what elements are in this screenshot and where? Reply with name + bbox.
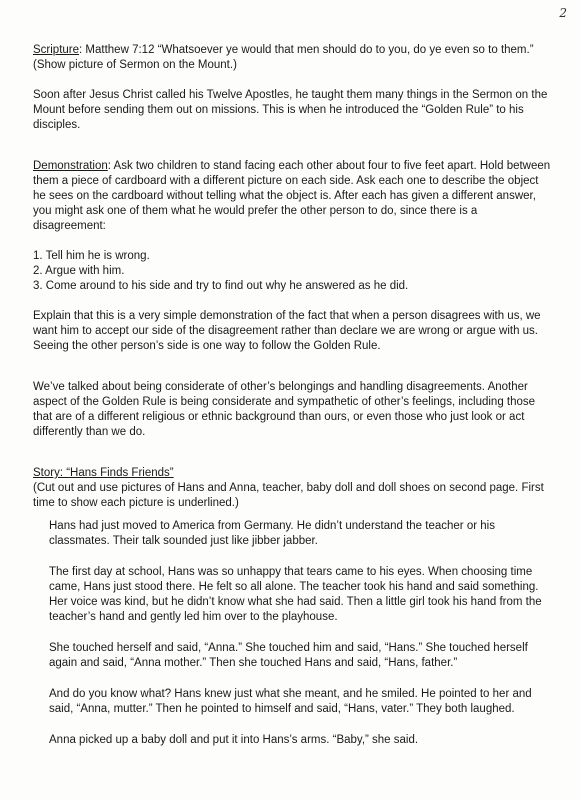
scripture-text: : Matthew 7:12 “Whatsoever ye would that men should do to you, do ye even so to them.” (Show picture of Sermon on the Mount.) xyxy=(33,44,534,71)
options-list xyxy=(33,249,553,294)
demonstration-text: : Ask two children to stand facing each other about four to five feet apart. Hold between them a piece of cardboard with a different picture on each side. Ask each one to describe the object he sees on the cardboard without telling what the object is. After each has given a different answer, you might ask one of them what he would prefer the other person to do, since there is a disagreement: xyxy=(33,160,551,232)
explain-paragraph: Explain that this is a very simple demonstration of the fact that when a person disagrees with us, we want him to accept our side of the disagreement rather than declare we are wrong or argue with us. Seeing the other person’s side is one way to follow the Golden Rule. xyxy=(33,310,541,352)
story-instructions: (Cut out and use pictures of Hans and Anna, teacher, baby doll and doll shoes on second page. First time to show each picture is underlined.) xyxy=(33,482,544,509)
lesson-document xyxy=(33,43,553,764)
demonstration-label: Demonstration xyxy=(33,160,108,172)
story-paragraph: Anna picked up a baby doll and put it into Hans’s arms. “Baby,” she said. xyxy=(49,734,419,746)
story-body xyxy=(33,519,549,748)
scripture-paragraph xyxy=(33,43,553,73)
story-paragraph: The first day at school, Hans was so unhappy that tears came to his eyes. When choosing time came, Hans just stood there. He felt so all alone. The teacher took his hand and said something. Her voice was kind, but he didn’t know what she had said. Then a little girl took his hand from the teacher’s hand and gently led him over to the playhouse. xyxy=(49,566,542,623)
aspect-paragraph: We’ve talked about being considerate of other’s belongings and handling disagreements. Another aspect of the Golden Rule is being considerate and sympathetic of other’s feelings, including those that are of a different religious or ethnic background than ours, or even those who just look or act differently than we do. xyxy=(33,381,536,438)
page-number-mark: 2 xyxy=(559,6,567,20)
intro-paragraph: Soon after Jesus Christ called his Twelve Apostles, he taught them many things in the Sermon on the Mount before sending them out on missions. This is when he introduced the “Golden Rule” to his disciples. xyxy=(33,89,548,131)
list-item: 1. Tell him he is wrong. xyxy=(33,250,150,262)
list-item: 2. Argue with him. xyxy=(33,265,125,277)
story-title: Story: “Hans Finds Friends” xyxy=(33,467,174,479)
story-paragraph: Hans had just moved to America from Germany. He didn’t understand the teacher or his classmates. Their talk sounded just like jibber jabber. xyxy=(49,520,495,547)
demonstration-paragraph xyxy=(33,159,553,234)
list-item: 3. Come around to his side and try to find out why he answered as he did. xyxy=(33,280,409,292)
story-paragraph: She touched herself and said, “Anna.” She touched him and said, “Hans.” She touched herself again and said, “Anna mother.” Then she touched Hans and said, “Hans, father.” xyxy=(49,642,528,669)
scripture-label: Scripture xyxy=(33,44,80,56)
story-paragraph: And do you know what? Hans knew just what she meant, and he smiled. He pointed to her and said, “Anna, mutter.” Then he pointed to himself and said, “Hans, vater.” They both laughed. xyxy=(49,688,532,715)
